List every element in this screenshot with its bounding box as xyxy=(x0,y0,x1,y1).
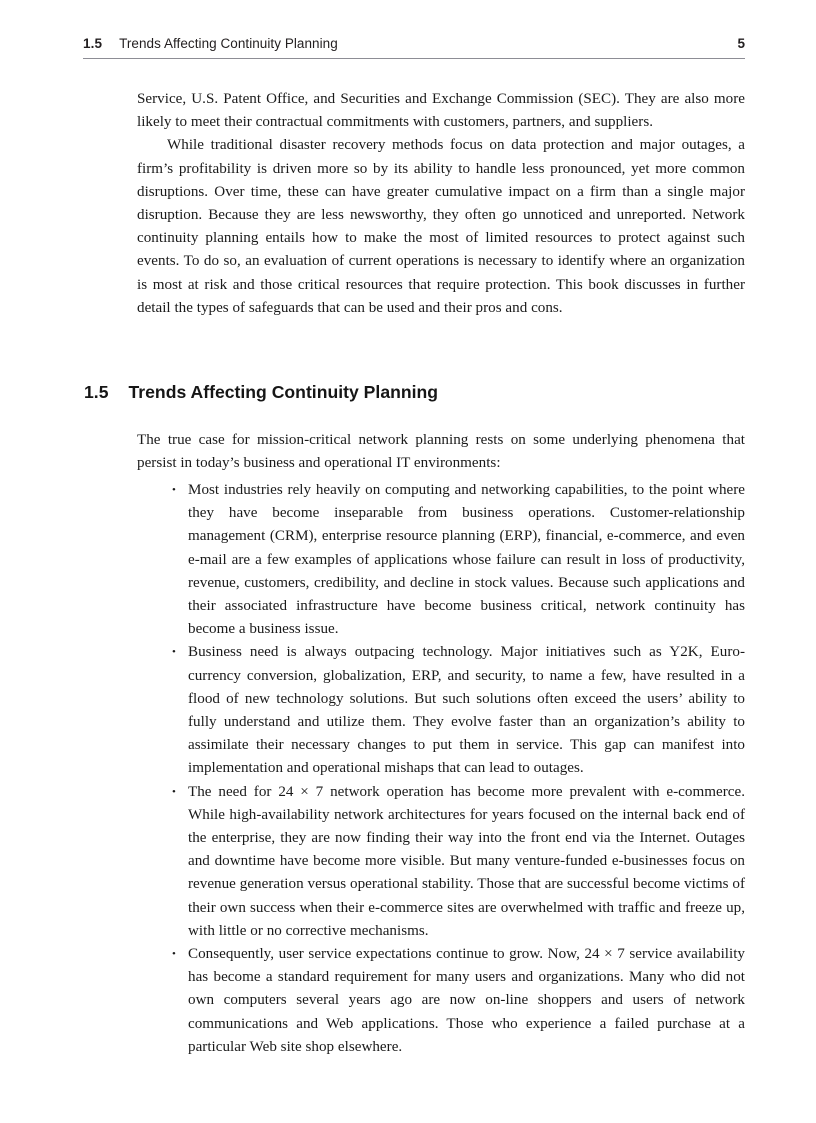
list-item xyxy=(171,641,745,780)
bullet-icon: • xyxy=(172,785,176,798)
bullet-icon: • xyxy=(172,646,176,659)
section-heading-title: Trends Affecting Continuity Planning xyxy=(128,382,439,402)
list-item xyxy=(171,943,745,1059)
list-item-text: Business need is always outpacing technology. Major initiatives such as Y2K, Euro-currency conversion, globalization, ERP, and security, to name a few, have resulted in a flood of new technology solutions. But such solutions often exceed the users’ ability to fully understand and utilize them. They evolve faster than an organization’s ability to assimilate their necessary changes to put them in service. This gap can manifest into implementation and operational mishaps that can lead to outages. xyxy=(188,644,745,777)
section-heading-number: 1.5 xyxy=(84,382,109,402)
paragraph-disaster-recovery: While traditional disaster recovery methods focus on data protection and major outages, a firm’s profitability is driven more so by its ability to handle less pronounced, yet more common disruptions. Over time, these can have greater cumulative impact on a firm than a single major disruption. Because they are less newsworthy, they often go unnoticed and unreported. Network continuity planning entails how to make the most of limited resources to protect against such events. To do so, an evaluation of current operations is necessary to identify where an organization is most at risk and those critical resources that require protection. This book discusses in further detail the types of safeguards that can be used and their pros and cons. xyxy=(137,137,745,316)
section-heading xyxy=(84,382,745,403)
body-paragraphs-top xyxy=(137,88,745,320)
paragraph-continuation: Service, U.S. Patent Office, and Securities and Exchange Commission (SEC). They are also more likely to meet their contractual commitments with customers, partners, and suppliers. xyxy=(137,91,745,131)
section-intro-paragraph: The true case for mission-critical network planning rests on some underlying phenomena that persist in today’s business and operational IT environments: xyxy=(137,432,745,472)
page-number: 5 xyxy=(737,36,745,51)
list-item-text: Consequently, user service expectations continue to grow. Now, 24 × 7 service availability has become a standard requirement for many users and organizations. Many who did not own computers several years ago are now on-line shoppers and users of network communications and Web applications. Those who experience a failed purchase at a particular Web site shop elsewhere. xyxy=(188,946,745,1055)
list-item xyxy=(171,781,745,943)
running-header-title: Trends Affecting Continuity Planning xyxy=(119,36,338,51)
list-item-text: Most industries rely heavily on computing and networking capabilities, to the point where they have become inseparable from business operations. Customer-relationship management (CRM), enterprise resource planning (ERP), financial, e-commerce, and even e-mail are a few examples of applications whose failure can result in loss of productivity, revenue, customers, credibility, and decline in stock values. Because such applications and their associated infrastructure have become business critical, network continuity has become a business issue. xyxy=(188,482,745,638)
running-header xyxy=(83,36,745,51)
bullet-icon: • xyxy=(172,484,176,496)
bullet-icon: • xyxy=(172,948,176,961)
header-divider-rule xyxy=(83,58,745,59)
section-intro-block xyxy=(137,429,745,475)
list-item xyxy=(171,479,745,641)
trends-bullet-list xyxy=(171,479,745,1059)
list-item-text: The need for 24 × 7 network operation has become more prevalent with e-commerce. While high-availability network architectures for years focused on the internal back end of the enterprise, they are now finding their way into the front end via the Internet. Outages and downtime have become more visible. But many venture-funded e-businesses focus on revenue generation versus operational stability. Those that are successful become victims of their own success when their e-commerce sites are overwhelmed with traffic and freeze up, with little or no corrective mechanisms. xyxy=(188,783,745,939)
running-header-section-number: 1.5 xyxy=(83,36,103,51)
